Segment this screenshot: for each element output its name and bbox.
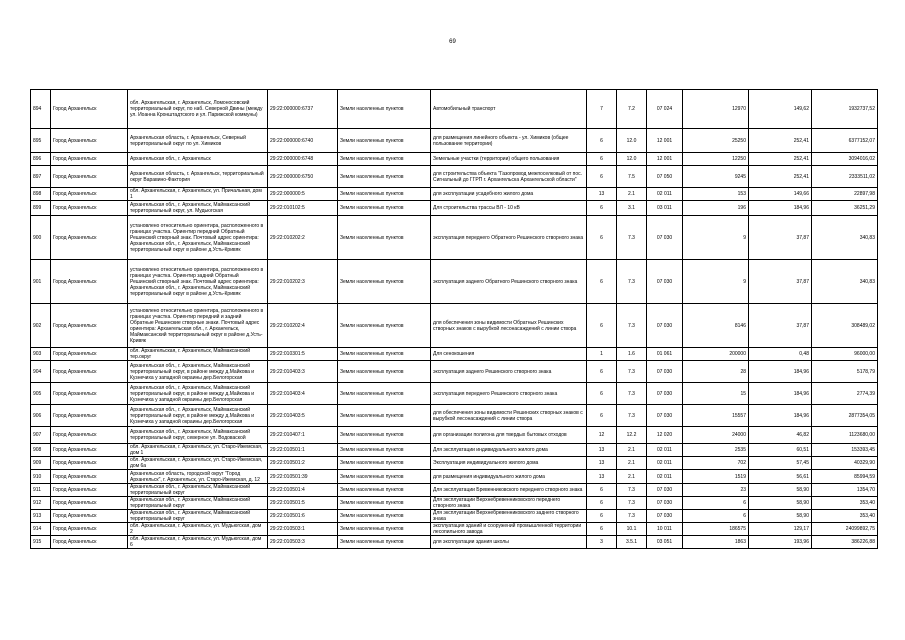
- cell-use: Для строительства трассы ВЛ - 10 кВ: [431, 201, 587, 216]
- cell-cad: 29:22:000000:6748: [268, 153, 338, 166]
- cell-n2: 10.1: [617, 523, 647, 536]
- cell-num: 894: [31, 90, 51, 129]
- table-row: [31, 201, 878, 216]
- cell-addr: обл. Архангельская, г. Архангельск, ул. Причальная, дом 1: [128, 188, 268, 201]
- cell-rate: 184,96: [749, 383, 812, 405]
- cell-n2: 2.1: [617, 444, 647, 457]
- cell-use: эксплуатация зданий и сооружений промышленной территории лесопильного завода: [431, 523, 587, 536]
- cell-rate: 184,96: [749, 361, 812, 383]
- cell-code: 07 030: [647, 304, 683, 348]
- cell-mun: Город Архангельск: [51, 153, 128, 166]
- cell-n1: 6: [587, 484, 617, 497]
- cell-num: 912: [31, 497, 51, 510]
- cell-value: 1354,70: [812, 484, 878, 497]
- table-row: [31, 348, 878, 361]
- cell-num: 915: [31, 536, 51, 549]
- cell-addr: Архангельская обл., г. Архангельск, Маймаксанский территориальный округ, в районе между д.Майкова и Кузнечиха у западной окраины дер.Белогорская: [128, 405, 268, 427]
- cell-mun: Город Архангельск: [51, 383, 128, 405]
- cell-addr: Архангельская обл., г. Архангельск, Маймаксанский территориальный округ: [128, 484, 268, 497]
- cell-addr: Архангельская обл., г. Архангельск, Маймаксанский территориальный округ, в районе между д.Майкова и Кузнечиха у западной окраины дер.Белогорская: [128, 383, 268, 405]
- cell-code: 12 001: [647, 129, 683, 153]
- cell-use: для размещения линейного объекта - ул. Химиков (общее пользование территории): [431, 129, 587, 153]
- cell-n1: 6: [587, 383, 617, 405]
- cell-n1: 13: [587, 188, 617, 201]
- cell-n2: 1.6: [617, 348, 647, 361]
- cell-cad: 29:22:000000:6737: [268, 90, 338, 129]
- cell-use: для организации полигона для твердых бытовых отходов: [431, 427, 587, 444]
- cell-mun: Город Архангельск: [51, 90, 128, 129]
- cell-mun: Город Архангельск: [51, 361, 128, 383]
- cell-use: для эксплуатации усадебного жилого дома: [431, 188, 587, 201]
- cell-cad: 29:22:010403:4: [268, 383, 338, 405]
- cell-value: 3094016,02: [812, 153, 878, 166]
- cell-use: Для эксплуатации Верхнебревенниковского заднего створного знака: [431, 510, 587, 523]
- cell-value: 85994,59: [812, 470, 878, 484]
- cell-value: 2877354,05: [812, 405, 878, 427]
- cell-cad: 29:22:010501:39: [268, 470, 338, 484]
- cell-code: 03 051: [647, 536, 683, 549]
- cell-cad: 29:22:010501:6: [268, 510, 338, 523]
- cell-cad: 29:22:010102:5: [268, 201, 338, 216]
- cell-addr: Архангельская обл., г. Архангельск: [128, 153, 268, 166]
- cadastral-value-table: [30, 89, 878, 549]
- cell-value: 353,40: [812, 497, 878, 510]
- cell-use: для размещения индивидуального жилого дома: [431, 470, 587, 484]
- cell-cat: Земли населенных пунктов: [338, 216, 431, 260]
- cell-code: 07 030: [647, 260, 683, 304]
- cell-addr: Архангельская обл., г. Архангельск, Маймаксанский территориальный округ: [128, 510, 268, 523]
- cell-code: 02 011: [647, 188, 683, 201]
- cell-cat: Земли населенных пунктов: [338, 361, 431, 383]
- cell-use: эксплуатация заднего Решинского створного знака: [431, 361, 587, 383]
- cell-n1: 6: [587, 153, 617, 166]
- cell-num: 900: [31, 216, 51, 260]
- cell-addr: обл. Архангельская, г. Архангельск, ул. Старо-Ижемская, дом 6а: [128, 457, 268, 470]
- cell-n1: 3: [587, 536, 617, 549]
- cell-cad: 29:22:010403:3: [268, 361, 338, 383]
- cell-value: 340,83: [812, 216, 878, 260]
- cell-code: 07 030: [647, 216, 683, 260]
- cell-rate: 193,96: [749, 536, 812, 549]
- cell-addr: Архангельская обл., г. Архангельск, Маймаксанский территориальный округ, ул. Мудьюгская: [128, 201, 268, 216]
- cell-area: 12970: [683, 90, 749, 129]
- cell-n2: 7.3: [617, 383, 647, 405]
- cell-cad: 29:22:010501:1: [268, 444, 338, 457]
- cell-cat: Земли населенных пунктов: [338, 129, 431, 153]
- cell-cat: Земли населенных пунктов: [338, 201, 431, 216]
- cell-mun: Город Архангельск: [51, 427, 128, 444]
- cell-cat: Земли населенных пунктов: [338, 510, 431, 523]
- cell-value: 40329,90: [812, 457, 878, 470]
- cell-area: 2535: [683, 444, 749, 457]
- cell-num: 902: [31, 304, 51, 348]
- cell-mun: Город Архангельск: [51, 497, 128, 510]
- cell-mun: Город Архангельск: [51, 216, 128, 260]
- cell-cat: Земли населенных пунктов: [338, 457, 431, 470]
- cell-rate: 149,66: [749, 188, 812, 201]
- cell-cat: Земли населенных пунктов: [338, 444, 431, 457]
- cell-code: 07 050: [647, 166, 683, 188]
- table-row: [31, 497, 878, 510]
- cell-num: 895: [31, 129, 51, 153]
- cell-n1: 13: [587, 457, 617, 470]
- cell-use: Земельные участки (территории) общего пользования: [431, 153, 587, 166]
- cell-value: 1123680,00: [812, 427, 878, 444]
- cell-area: 196: [683, 201, 749, 216]
- cell-use: эксплуатация заднего Обратного Решинского створного знака: [431, 260, 587, 304]
- cell-n2: 7.3: [617, 216, 647, 260]
- cell-cad: 29:22:010503:3: [268, 536, 338, 549]
- cell-use: Для эксплуатации индивидуального жилого дома: [431, 444, 587, 457]
- cell-code: 07 030: [647, 484, 683, 497]
- cell-code: 07 030: [647, 383, 683, 405]
- cell-rate: 37,87: [749, 216, 812, 260]
- cell-rate: 252,41: [749, 166, 812, 188]
- cell-cad: 29:22:010501:2: [268, 457, 338, 470]
- cell-mun: Город Архангельск: [51, 260, 128, 304]
- cell-code: 07 030: [647, 405, 683, 427]
- cell-value: 96000,00: [812, 348, 878, 361]
- cell-num: 901: [31, 260, 51, 304]
- cell-code: 03 011: [647, 201, 683, 216]
- cell-cad: 29:22:010301:5: [268, 348, 338, 361]
- table-row: [31, 304, 878, 348]
- cell-n2: 12.0: [617, 129, 647, 153]
- cell-n2: 3.5.1: [617, 536, 647, 549]
- cell-mun: Город Архангельск: [51, 470, 128, 484]
- cell-cad: 29:22:000000:6750: [268, 166, 338, 188]
- cell-n1: 6: [587, 216, 617, 260]
- table-row: [31, 383, 878, 405]
- cell-num: 910: [31, 470, 51, 484]
- table-row: [31, 361, 878, 383]
- cell-rate: 56,61: [749, 470, 812, 484]
- cell-value: 308489,02: [812, 304, 878, 348]
- cell-addr: установлено относительно ориентира, расположенного в границах участка. Ориентир передний и задний Обратные Решинские створные знаки. Почтовый адрес ориентира: Архангельская обл., г. Архангельск, Маймаксанский территориальный округ в районе д.Усть-Кривяк: [128, 304, 268, 348]
- cell-cat: Земли населенных пунктов: [338, 304, 431, 348]
- cell-n1: 6: [587, 523, 617, 536]
- cell-num: 907: [31, 427, 51, 444]
- cell-n2: 12.2: [617, 427, 647, 444]
- cell-rate: 58,90: [749, 497, 812, 510]
- cell-use: для обеспечения зоны видимости Обратных Решинских створных знаков с вырубкой лесонасаждений с линии створа: [431, 304, 587, 348]
- cell-n2: 7.3: [617, 361, 647, 383]
- cell-area: 6: [683, 510, 749, 523]
- cell-code: 07 030: [647, 361, 683, 383]
- cell-mun: Город Архангельск: [51, 188, 128, 201]
- table-row: [31, 536, 878, 549]
- cell-area: 15557: [683, 405, 749, 427]
- cell-cad: 29:22:010202:3: [268, 260, 338, 304]
- cell-num: 899: [31, 201, 51, 216]
- cell-cad: 29:22:010503:1: [268, 523, 338, 536]
- cell-addr: обл. Архангельская, г. Архангельск, Ломоносовский территориальный округ, по наб. Северной Двины (между ул. Иоанна Кронштадтского и ул. Парижской коммуны): [128, 90, 268, 129]
- cell-num: 911: [31, 484, 51, 497]
- cell-cad: 29:22:010202:4: [268, 304, 338, 348]
- cell-area: 8146: [683, 304, 749, 348]
- table-row: [31, 484, 878, 497]
- cell-n2: 7.3: [617, 260, 647, 304]
- cell-n1: 13: [587, 444, 617, 457]
- table-row: [31, 523, 878, 536]
- cell-rate: 0,48: [749, 348, 812, 361]
- cell-addr: обл. Архангельская, г. Архангельск, ул. Мудьюгская, дом 6: [128, 536, 268, 549]
- cell-num: 903: [31, 348, 51, 361]
- cell-rate: 60,51: [749, 444, 812, 457]
- cell-rate: 57,45: [749, 457, 812, 470]
- cell-area: 23: [683, 484, 749, 497]
- cell-mun: Город Архангельск: [51, 129, 128, 153]
- cell-code: 02 011: [647, 457, 683, 470]
- cell-mun: Город Архангельск: [51, 444, 128, 457]
- cell-code: 07 030: [647, 510, 683, 523]
- page-number: 69: [449, 39, 456, 45]
- cell-rate: 37,87: [749, 260, 812, 304]
- cell-value: 6377152,07: [812, 129, 878, 153]
- cell-use: эксплуатация переднего Решинского створного знака: [431, 383, 587, 405]
- cell-area: 9: [683, 216, 749, 260]
- cell-addr: обл. Архангельская, г. Архангельск, ул. Старо-Ижемская, дом 1: [128, 444, 268, 457]
- cell-num: 898: [31, 188, 51, 201]
- cell-addr: Архангельская область, г. Архангельск, Северный территориальный округ по ул. Химиков: [128, 129, 268, 153]
- cell-addr: установлено относительно ориентира, расположенного в границах участка. Ориентир передний Обратный Решинский створный знак. Почтовый адрес ориентира: Архангельская обл., г. Архангельск, Маймаксанский территориальный округ в районе д.Усть-Кривяк: [128, 216, 268, 260]
- cell-area: 186575: [683, 523, 749, 536]
- cell-cad: 29:22:010407:1: [268, 427, 338, 444]
- cell-n2: 7.3: [617, 304, 647, 348]
- cell-n1: 7: [587, 90, 617, 129]
- cell-num: 906: [31, 405, 51, 427]
- cell-rate: 129,17: [749, 523, 812, 536]
- table-row: [31, 260, 878, 304]
- cell-mun: Город Архангельск: [51, 201, 128, 216]
- cell-n2: 3.1: [617, 201, 647, 216]
- cell-cad: 29:22:010403:5: [268, 405, 338, 427]
- cell-addr: Архангельская область, городской округ "Город Архангельск", г. Архангельск, ул. Старо-Ижемская, д. 12: [128, 470, 268, 484]
- cell-n1: 6: [587, 129, 617, 153]
- cell-area: 1519: [683, 470, 749, 484]
- table-row: [31, 188, 878, 201]
- cell-addr: обл. Архангельская, г. Архангельск, ул. Мудьюгская, дом 2: [128, 523, 268, 536]
- cell-area: 6: [683, 497, 749, 510]
- table-row: [31, 90, 878, 129]
- cell-n2: 7.3: [617, 405, 647, 427]
- cell-value: 353,40: [812, 510, 878, 523]
- cell-area: 25250: [683, 129, 749, 153]
- cell-num: 909: [31, 457, 51, 470]
- cell-n1: 6: [587, 510, 617, 523]
- cell-n1: 6: [587, 201, 617, 216]
- cell-code: 02 011: [647, 470, 683, 484]
- cell-code: 10 011: [647, 523, 683, 536]
- cell-mun: Город Архангельск: [51, 166, 128, 188]
- cell-use: Для эксплуатации Бревенниковского переднего створного знака: [431, 484, 587, 497]
- cell-value: 340,83: [812, 260, 878, 304]
- cell-rate: 149,62: [749, 90, 812, 129]
- cell-n2: 7.5: [617, 166, 647, 188]
- cell-rate: 58,90: [749, 484, 812, 497]
- cell-use: для обеспечения зоны видимости Решинских створных знаков с вырубкой лесонасаждений с линии створа: [431, 405, 587, 427]
- cell-addr: Архангельская обл., г. Архангельск, Маймаксанский территориальный округ: [128, 497, 268, 510]
- cell-n2: 2.1: [617, 188, 647, 201]
- cell-mun: Город Архангельск: [51, 523, 128, 536]
- table-row: [31, 510, 878, 523]
- cell-code: 02 011: [647, 444, 683, 457]
- cell-value: 1932737,52: [812, 90, 878, 129]
- cell-n1: 13: [587, 470, 617, 484]
- cell-area: 9245: [683, 166, 749, 188]
- cell-n2: 2.1: [617, 470, 647, 484]
- cell-cat: Земли населенных пунктов: [338, 90, 431, 129]
- cell-n2: 12.0: [617, 153, 647, 166]
- cell-addr: Архангельская область, г. Архангельск, территориальный округ Варавино-Фактория: [128, 166, 268, 188]
- cell-cat: Земли населенных пунктов: [338, 383, 431, 405]
- cell-n2: 7.3: [617, 484, 647, 497]
- cell-mun: Город Архангельск: [51, 405, 128, 427]
- cell-use: эксплуатация переднего Обратного Решинского створного знака: [431, 216, 587, 260]
- cell-num: 904: [31, 361, 51, 383]
- cell-use: Для эксплуатации Верхнебревенниковского переднего створного знака: [431, 497, 587, 510]
- cell-area: 24000: [683, 427, 749, 444]
- table-row: [31, 153, 878, 166]
- cell-area: 702: [683, 457, 749, 470]
- cell-use: Автомобильный транспорт: [431, 90, 587, 129]
- cell-num: 914: [31, 523, 51, 536]
- cell-rate: 184,96: [749, 201, 812, 216]
- cell-area: 153: [683, 188, 749, 201]
- cell-num: 896: [31, 153, 51, 166]
- cell-area: 9: [683, 260, 749, 304]
- cell-n1: 6: [587, 497, 617, 510]
- cell-addr: Архангельская обл., г. Архангельск, Маймаксанский территориальный округ, в районе между д.Майкова и Кузнечиха у западной окраины дер.Белогорская: [128, 361, 268, 383]
- cell-mun: Город Архангельск: [51, 304, 128, 348]
- cell-addr: Архангельская обл., г. Архангельск, Маймаксанский территориальный округ, северное ул. Водоваской: [128, 427, 268, 444]
- table-row: [31, 427, 878, 444]
- cell-cad: 29:22:000000:5: [268, 188, 338, 201]
- cell-cat: Земли населенных пунктов: [338, 484, 431, 497]
- cell-n1: 6: [587, 304, 617, 348]
- cell-cat: Земли населенных пунктов: [338, 260, 431, 304]
- cell-value: 2774,39: [812, 383, 878, 405]
- cell-num: 908: [31, 444, 51, 457]
- cell-use: Эксплуатация индивидуального жилого дома: [431, 457, 587, 470]
- cell-rate: 184,96: [749, 405, 812, 427]
- cell-rate: 46,82: [749, 427, 812, 444]
- cell-num: 905: [31, 383, 51, 405]
- cell-n1: 1: [587, 348, 617, 361]
- cell-n1: 6: [587, 166, 617, 188]
- cell-area: 200000: [683, 348, 749, 361]
- cell-code: 07 030: [647, 497, 683, 510]
- cell-use: для строительства объекта "Газопровод межпоселковый от пос. Сигнальный до ГГРП г. Архангельска Архангельской области": [431, 166, 587, 188]
- cell-value: 24099892,75: [812, 523, 878, 536]
- cell-area: 28: [683, 361, 749, 383]
- cell-cad: 29:22:010501:5: [268, 497, 338, 510]
- cell-code: 07 024: [647, 90, 683, 129]
- cell-rate: 252,41: [749, 129, 812, 153]
- cell-mun: Город Архангельск: [51, 536, 128, 549]
- cell-cat: Земли населенных пунктов: [338, 536, 431, 549]
- cell-cat: Земли населенных пунктов: [338, 523, 431, 536]
- cell-n2: 7.3: [617, 510, 647, 523]
- cell-cat: Земли населенных пунктов: [338, 348, 431, 361]
- cell-cat: Земли населенных пунктов: [338, 166, 431, 188]
- table-row: [31, 216, 878, 260]
- cell-n1: 6: [587, 361, 617, 383]
- cell-n2: 7.3: [617, 497, 647, 510]
- cell-cat: Земли населенных пунктов: [338, 405, 431, 427]
- table-row: [31, 457, 878, 470]
- cell-n1: 12: [587, 427, 617, 444]
- cell-cad: 29:22:000000:6740: [268, 129, 338, 153]
- cell-cat: Земли населенных пунктов: [338, 427, 431, 444]
- cell-rate: 37,87: [749, 304, 812, 348]
- cell-use: Для сенокошения: [431, 348, 587, 361]
- cell-cad: 29:22:010202:2: [268, 216, 338, 260]
- table-row: [31, 129, 878, 153]
- cell-addr: установлено относительно ориентира, расположенного в границах участка. Ориентир задний Обратный Решинский створный знак. Почтовый адрес ориентира: Архангельская обл., г. Архангельск, Маймаксанский территориальный округ в районе д.Усть-Кривяк: [128, 260, 268, 304]
- cell-value: 386226,88: [812, 536, 878, 549]
- cell-code: 12 001: [647, 153, 683, 166]
- cell-area: 12250: [683, 153, 749, 166]
- cell-n1: 6: [587, 405, 617, 427]
- cell-rate: 58,90: [749, 510, 812, 523]
- cell-num: 897: [31, 166, 51, 188]
- cell-n1: 6: [587, 260, 617, 304]
- cell-cat: Земли населенных пунктов: [338, 497, 431, 510]
- cell-value: 153393,45: [812, 444, 878, 457]
- cell-code: 01 061: [647, 348, 683, 361]
- cell-cat: Земли населенных пунктов: [338, 188, 431, 201]
- cell-n2: 7.2: [617, 90, 647, 129]
- cell-mun: Город Архангельск: [51, 510, 128, 523]
- table-row: [31, 470, 878, 484]
- cell-value: 36251,29: [812, 201, 878, 216]
- cell-cad: 29:22:010501:4: [268, 484, 338, 497]
- cell-use: для эксплуатации здания школы: [431, 536, 587, 549]
- cell-value: 22897,98: [812, 188, 878, 201]
- cell-code: 12 020: [647, 427, 683, 444]
- cell-cat: Земли населенных пунктов: [338, 153, 431, 166]
- cell-cat: Земли населенных пунктов: [338, 470, 431, 484]
- cell-mun: Город Архангельск: [51, 457, 128, 470]
- cell-area: 15: [683, 383, 749, 405]
- cell-num: 913: [31, 510, 51, 523]
- cell-value: 2333511,02: [812, 166, 878, 188]
- cell-addr: обл. Архангельская, г. Архангельск, Маймаксанский тер.округ: [128, 348, 268, 361]
- table-row: [31, 405, 878, 427]
- cell-n2: 2.1: [617, 457, 647, 470]
- cell-mun: Город Архангельск: [51, 484, 128, 497]
- table-row: [31, 444, 878, 457]
- cell-area: 1863: [683, 536, 749, 549]
- cell-value: 5178,79: [812, 361, 878, 383]
- cell-mun: Город Архангельск: [51, 348, 128, 361]
- cell-rate: 252,41: [749, 153, 812, 166]
- table-row: [31, 166, 878, 188]
